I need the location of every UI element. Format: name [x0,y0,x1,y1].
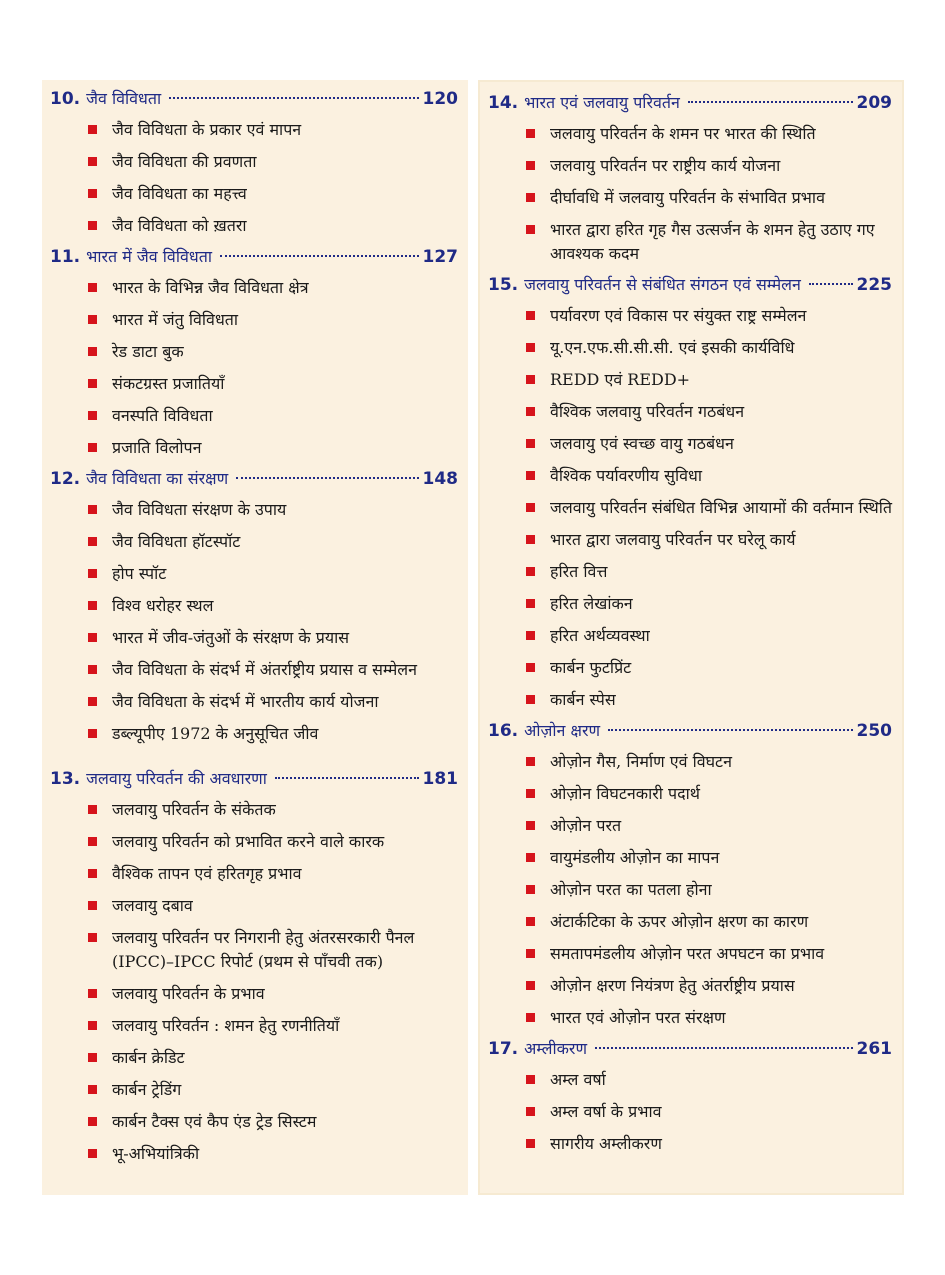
red-square-bullet-icon [526,311,535,320]
list-item [88,718,460,750]
red-square-bullet-icon [88,837,97,846]
list-item-text: भारत के विभिन्न जैव विविधता क्षेत्र [112,278,309,297]
chapter-number: 17. [488,1039,519,1059]
list-item-text: जलवायु परिवर्तन को प्रभावित करने वाले कारक [112,832,385,851]
list-item-text: जलवायु परिवर्तन पर राष्ट्रीय कार्य योजना [550,156,781,175]
red-square-bullet-icon [88,1149,97,1158]
chapter-number: 14. [488,93,519,113]
list-item [526,492,894,524]
list-item-text: जलवायु परिवर्तन के शमन पर भारत की स्थिति [550,124,816,143]
list-item [88,210,460,242]
list-item [88,304,460,336]
list-item-text: होप स्पॉट [112,564,167,583]
chapter-section [480,716,902,1034]
chapter-section [42,242,468,464]
red-square-bullet-icon [88,157,97,166]
chapter-page-number: 181 [422,769,458,789]
list-item [88,794,460,826]
dot-leader [809,283,853,285]
red-square-bullet-icon [88,189,97,198]
list-item [526,684,894,716]
chapter-number: 12. [50,469,81,489]
list-item-text: कार्बन ट्रेडिंग [112,1080,182,1099]
red-square-bullet-icon [526,1107,535,1116]
chapter-heading[interactable] [42,242,468,272]
list-item-text: हरित अर्थव्यवस्था [550,626,650,645]
chapter-page-number: 261 [856,1039,892,1059]
list-item [526,524,894,556]
list-item-text: जलवायु एवं स्वच्छ वायु गठबंधन [550,434,734,453]
list-item [88,114,460,146]
list-item-text: संकटग्रस्त प्रजातियाँ [112,374,225,393]
list-item-text: जैव विविधता के प्रकार एवं मापन [112,120,302,139]
list-item [526,906,894,938]
red-square-bullet-icon [526,407,535,416]
list-item [88,1010,460,1042]
chapter-number: 10. [50,89,81,109]
list-item [88,178,460,210]
red-square-bullet-icon [88,283,97,292]
list-item [526,364,894,396]
chapter-heading[interactable] [42,464,468,494]
right-column [478,80,904,1195]
red-square-bullet-icon [88,901,97,910]
list-item [526,1128,894,1160]
red-square-bullet-icon [88,125,97,134]
red-square-bullet-icon [526,1013,535,1022]
list-item-text: अम्ल वर्षा [550,1070,606,1089]
red-square-bullet-icon [526,981,535,990]
list-item-text: वनस्पति विविधता [112,406,213,425]
list-item-text: जलवायु परिवर्तन के प्रभाव [112,984,265,1003]
red-square-bullet-icon [88,505,97,514]
red-square-bullet-icon [88,443,97,452]
red-square-bullet-icon [88,805,97,814]
list-item-text: जैव विविधता की प्रवणता [112,152,257,171]
list-item [526,150,894,182]
list-item-text: ओज़ोन परत [550,816,622,835]
list-item [526,460,894,492]
chapter-title: जैव विविधता का संरक्षण [86,469,229,488]
list-item-text: वैश्विक पर्यावरणीय सुविधा [550,466,702,485]
chapter-title: अम्लीकरण [524,1039,588,1058]
list-item-text: वैश्विक तापन एवं हरितगृह प्रभाव [112,864,302,883]
list-item-text: भारत एवं ओज़ोन परत संरक्षण [550,1008,726,1027]
red-square-bullet-icon [526,917,535,926]
list-item-text: हरित वित्त [550,562,608,581]
list-item [88,558,460,590]
list-item-text: जलवायु परिवर्तन के संकेतक [112,800,276,819]
list-item-text: भारत द्वारा जलवायु परिवर्तन पर घरेलू कार्य [550,530,796,549]
list-item-text: भारत द्वारा हरित गृह गैस उत्सर्जन के शमन हेतु उठाए गए आवश्यक कदम [550,220,875,263]
list-item [526,938,894,970]
chapter-heading[interactable] [480,88,902,118]
list-item [88,978,460,1010]
red-square-bullet-icon [526,663,535,672]
list-item [88,146,460,178]
red-square-bullet-icon [526,853,535,862]
list-item [526,620,894,652]
topic-list [42,494,468,750]
chapter-heading[interactable] [480,1034,902,1064]
list-item [88,890,460,922]
dot-leader [220,255,419,257]
red-square-bullet-icon [526,789,535,798]
list-item [88,654,460,686]
list-item [88,432,460,464]
list-item [526,428,894,460]
red-square-bullet-icon [526,757,535,766]
list-item-text: जैव विविधता का महत्त्व [112,184,247,203]
list-item [88,922,460,978]
list-item-text: जैव विविधता के संदर्भ में अंतर्राष्ट्रीय प्रयास व सम्मेलन [112,660,417,679]
list-item-text: ओज़ोन विघटनकारी पदार्थ [550,784,700,803]
list-item [526,746,894,778]
chapter-title: जलवायु परिवर्तन से संबंधित संगठन एवं सम्मेलन [524,275,801,294]
red-square-bullet-icon [88,1085,97,1094]
list-item-text: रेड डाटा बुक [112,342,184,361]
chapter-title: जलवायु परिवर्तन की अवधारणा [86,769,267,788]
list-item [526,182,894,214]
list-item [88,336,460,368]
chapter-number: 16. [488,721,519,741]
chapter-title: भारत एवं जलवायु परिवर्तन [524,93,680,112]
red-square-bullet-icon [88,221,97,230]
chapter-page-number: 209 [856,93,892,113]
red-square-bullet-icon [526,535,535,544]
list-item [88,1042,460,1074]
list-item-text: कार्बन स्पेस [550,690,616,709]
list-item [526,1064,894,1096]
list-item [526,118,894,150]
list-item [88,686,460,718]
list-item-text: वैश्विक जलवायु परिवर्तन गठबंधन [550,402,745,421]
red-square-bullet-icon [526,1075,535,1084]
topic-list [42,794,468,1170]
list-item [526,332,894,364]
list-item-text: REDD एवं REDD+ [550,370,691,389]
list-item-text: ओज़ोन क्षरण नियंत्रण हेतु अंतर्राष्ट्रीय प्रयास [550,976,795,995]
chapter-section [42,84,468,242]
topic-list [480,1064,902,1160]
list-item-text: अंटार्कटिका के ऊपर ओज़ोन क्षरण का कारण [550,912,809,931]
dot-leader [236,477,418,479]
chapter-section [42,764,468,1170]
list-item [526,970,894,1002]
chapter-page-number: 225 [856,275,892,295]
topic-list [42,272,468,464]
list-item [526,1002,894,1034]
list-item [526,778,894,810]
list-item [88,622,460,654]
red-square-bullet-icon [88,869,97,878]
chapter-heading[interactable] [42,84,468,114]
list-item [526,300,894,332]
red-square-bullet-icon [526,471,535,480]
red-square-bullet-icon [88,411,97,420]
chapter-section [480,270,902,716]
chapter-number: 11. [50,247,81,267]
dot-leader [688,101,853,103]
dot-leader [275,777,419,779]
red-square-bullet-icon [526,439,535,448]
list-item [88,400,460,432]
red-square-bullet-icon [88,569,97,578]
red-square-bullet-icon [88,729,97,738]
list-item [526,810,894,842]
list-item-text: जैव विविधता संरक्षण के उपाय [112,500,287,519]
list-item-text: जैव विविधता के संदर्भ में भारतीय कार्य योजना [112,692,379,711]
red-square-bullet-icon [526,225,535,234]
red-square-bullet-icon [88,1117,97,1126]
red-square-bullet-icon [526,631,535,640]
red-square-bullet-icon [526,821,535,830]
chapter-section [42,464,468,750]
red-square-bullet-icon [526,375,535,384]
chapter-title: ओज़ोन क्षरण [524,721,601,740]
list-item-text: जैव विविधता को ख़तरा [112,216,247,235]
chapter-page-number: 250 [856,721,892,741]
red-square-bullet-icon [88,347,97,356]
list-item-text: अम्ल वर्षा के प्रभाव [550,1102,662,1121]
list-item-text: सागरीय अम्लीकरण [550,1134,662,1153]
dot-leader [595,1047,852,1049]
list-item-text: भारत में जीव-जंतुओं के संरक्षण के प्रयास [112,628,350,647]
list-item [526,396,894,428]
list-item-text: कार्बन टैक्स एवं कैप एंड ट्रेड सिस्टम [112,1112,317,1131]
red-square-bullet-icon [526,161,535,170]
red-square-bullet-icon [526,503,535,512]
chapter-page-number: 120 [422,89,458,109]
list-item [526,214,894,270]
list-item [88,590,460,622]
list-item-text: यू.एन.एफ.सी.सी.सी. एवं इसकी कार्यविधि [550,338,795,357]
list-item [526,842,894,874]
list-item [88,272,460,304]
chapter-title: भारत में जैव विविधता [86,247,212,266]
chapter-heading[interactable] [480,270,902,300]
red-square-bullet-icon [88,633,97,642]
red-square-bullet-icon [88,1053,97,1062]
list-item [88,494,460,526]
list-item-text: पर्यावरण एवं विकास पर संयुक्त राष्ट्र सम्मेलन [550,306,807,325]
left-column [42,80,468,1195]
red-square-bullet-icon [526,567,535,576]
chapter-section [480,1034,902,1160]
list-item-text: कार्बन फुटप्रिंट [550,658,632,677]
chapter-page-number: 127 [422,247,458,267]
red-square-bullet-icon [88,933,97,942]
list-item [526,652,894,684]
list-item-text: हरित लेखांकन [550,594,633,613]
chapter-number: 13. [50,769,81,789]
list-item-text: समतापमंडलीय ओज़ोन परत अपघटन का प्रभाव [550,944,825,963]
red-square-bullet-icon [526,1139,535,1148]
list-item-text: जैव विविधता हॉटस्पॉट [112,532,241,551]
list-item-text: कार्बन क्रेडिट [112,1048,185,1067]
topic-list [480,118,902,270]
list-item-text: प्रजाति विलोपन [112,438,202,457]
list-item-text: वायुमंडलीय ओज़ोन का मापन [550,848,720,867]
list-item-text: भारत में जंतु विविधता [112,310,239,329]
chapter-title: जैव विविधता [86,89,162,108]
chapter-page-number: 148 [422,469,458,489]
list-item [526,588,894,620]
red-square-bullet-icon [526,695,535,704]
list-item [88,1138,460,1170]
list-item-text: जलवायु परिवर्तन पर निगरानी हेतु अंतरसरकारी पैनल (IPCC)–IPCC रिपोर्ट (प्रथम से पाँचवी तक) [112,928,415,971]
list-item [88,858,460,890]
list-item [88,1106,460,1138]
list-item-text: ओज़ोन गैस, निर्माण एवं विघटन [550,752,733,771]
chapter-section [480,88,902,270]
topic-list [480,300,902,716]
list-item-text: दीर्घावधि में जलवायु परिवर्तन के संभावित प्रभाव [550,188,825,207]
chapter-number: 15. [488,275,519,295]
red-square-bullet-icon [88,1021,97,1030]
list-item-text: विश्व धरोहर स्थल [112,596,214,615]
red-square-bullet-icon [526,949,535,958]
list-item-text: जलवायु परिवर्तन : शमन हेतु रणनीतियाँ [112,1016,340,1035]
list-item [88,1074,460,1106]
list-item-text: डब्ल्यूपीए 1972 के अनुसूचित जीव [112,724,319,743]
red-square-bullet-icon [526,343,535,352]
dot-leader [608,729,852,731]
red-square-bullet-icon [88,697,97,706]
list-item [526,556,894,588]
red-square-bullet-icon [526,193,535,202]
list-item-text: जलवायु दबाव [112,896,193,915]
red-square-bullet-icon [88,665,97,674]
red-square-bullet-icon [88,315,97,324]
list-item [526,874,894,906]
list-item [526,1096,894,1128]
chapter-heading[interactable] [480,716,902,746]
section-gap [42,750,468,764]
red-square-bullet-icon [88,989,97,998]
red-square-bullet-icon [88,537,97,546]
topic-list [480,746,902,1034]
list-item [88,526,460,558]
dot-leader [169,97,418,99]
list-item [88,368,460,400]
red-square-bullet-icon [526,599,535,608]
red-square-bullet-icon [88,379,97,388]
list-item [88,826,460,858]
list-item-text: जलवायु परिवर्तन संबंधित विभिन्न आयामों की वर्तमान स्थिति [550,498,892,517]
red-square-bullet-icon [526,129,535,138]
topic-list [42,114,468,242]
list-item-text: ओज़ोन परत का पतला होना [550,880,712,899]
red-square-bullet-icon [526,885,535,894]
chapter-heading[interactable] [42,764,468,794]
red-square-bullet-icon [88,601,97,610]
list-item-text: भू-अभियांत्रिकी [112,1144,200,1163]
